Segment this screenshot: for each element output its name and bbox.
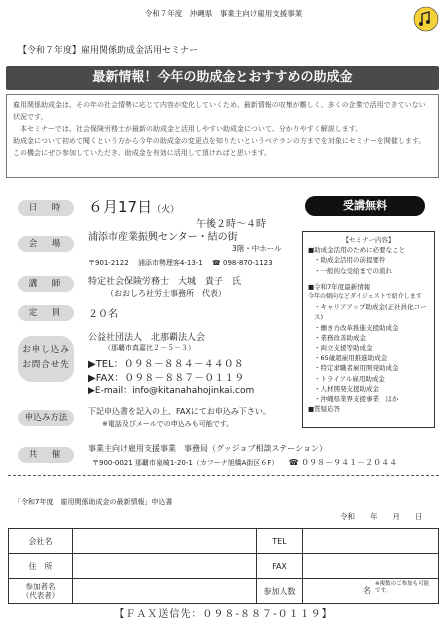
- intro-box: [6, 94, 439, 178]
- date-time: 午後２時～４時: [196, 219, 266, 230]
- co-tel: ☎ ０９８－９４１－２０４４: [288, 458, 398, 467]
- content-item: ・人材開発支援助成金: [314, 384, 379, 393]
- lecturer-name: 特定社会保険労務士 大城 貴子 氏: [88, 277, 242, 287]
- content-item: ・両立支援等助成金: [314, 344, 373, 353]
- form-label-count: 参加人数: [257, 579, 303, 604]
- venue-tel: ☎ 098-870-1123: [212, 259, 273, 267]
- content-item: ・沖縄県業界支援事業 ほか: [314, 395, 399, 404]
- form-row: [9, 579, 439, 604]
- tel-input[interactable]: [303, 529, 439, 554]
- content-title: 【セミナー内容】: [342, 236, 395, 244]
- content-item: ■質疑応答: [308, 405, 341, 414]
- content-item: ・キャリアアップ助成金(正社員化コース): [314, 303, 427, 322]
- content-item: ・一般的な受給までの流れ: [314, 266, 392, 275]
- form-label-participant: 参加者名 （代表者）: [9, 579, 73, 604]
- content-item: ■助成金活用のために必要なこと: [308, 246, 406, 255]
- form-title: 「令和7年度 雇用関係助成金の最新情報」申込書: [14, 498, 173, 506]
- free-badge: 受講無料: [305, 196, 425, 216]
- label-method: 申込み方法: [18, 410, 74, 426]
- label-lecturer: 講 師: [18, 276, 74, 292]
- count-note: ※複数のご参加も可能です。: [375, 581, 430, 594]
- form-row: [9, 529, 439, 554]
- co-address-line: [92, 457, 397, 468]
- form-label-fax: FAX: [257, 554, 303, 579]
- date-main: [88, 196, 179, 217]
- header-text: 令和７年度 沖縄県 事業主向け雇用支援事業: [144, 9, 303, 18]
- venue-zip: 〒901-2122: [88, 259, 129, 267]
- content-item: ■令和7年度最新情報: [308, 282, 371, 291]
- count-input[interactable]: [303, 579, 439, 604]
- form-label-address: 住 所: [9, 554, 73, 579]
- label-date: 日 時: [18, 200, 74, 216]
- label-capacity: 定 員: [18, 305, 74, 321]
- date-value: ６月17日: [88, 198, 153, 216]
- address-input[interactable]: [73, 554, 257, 579]
- form-row: [9, 554, 439, 579]
- form-date: 令和 年 月 日: [340, 512, 423, 521]
- content-item: ・65歳超雇用推進助成金: [314, 354, 388, 363]
- participant-input[interactable]: [73, 579, 257, 604]
- co-line1: 事業主向け雇用支援事業 事務局（グッジョブ相談ステーション）: [88, 444, 327, 453]
- form-label-tel: TEL: [257, 529, 303, 554]
- content-item: ・トライアル雇用助成金: [314, 374, 385, 383]
- form-label-company: 会社名: [9, 529, 73, 554]
- label-apply: [18, 336, 74, 382]
- label-apply-line2: お問合せ先: [22, 360, 70, 370]
- seminar-title: 【令和７年度】雇用関係助成金活用セミナー: [18, 46, 199, 56]
- capacity-value: ２０名: [88, 309, 118, 320]
- venue-floor: 3階・中ホール: [232, 244, 282, 253]
- venue-addr: 浦添市勢理客4-13-1: [137, 259, 203, 267]
- fax-destination: 【ＦＡＸ送信先：０９８-８８７-０１１９】: [114, 609, 333, 620]
- intro-paragraph: 本セミナーでは、社会保険労務士が最新の助成金と活用しやすい助成金について、分かりやすく解説します。: [20, 125, 363, 133]
- co-zip: 〒900-0021: [92, 459, 133, 467]
- application-form: [8, 528, 439, 604]
- content-item: ・特定求職者雇用開発助成金: [314, 364, 399, 373]
- date-dow: （火）: [152, 205, 180, 215]
- logo-icon: [413, 6, 439, 32]
- content-item: ・助成金活用の前提要件: [314, 256, 386, 265]
- co-addr: 那覇市泉崎1-20-1（カフーナ旭橋A街区６F）: [134, 459, 279, 467]
- apply-org: 公益社団法人 北那覇法人会: [88, 333, 206, 343]
- count-unit: 名: [363, 586, 371, 595]
- venue-address-line: [88, 258, 273, 268]
- label-apply-line1: お申し込み: [22, 345, 70, 355]
- apply-addr: （那覇市真嘉比２－５－３）: [104, 344, 195, 352]
- company-input[interactable]: [73, 529, 257, 554]
- seminar-content-box: [302, 231, 435, 428]
- apply-email[interactable]: ▶E-mail：info@kitanahahojinkai.com: [88, 386, 255, 396]
- label-venue: 会 場: [18, 236, 74, 252]
- banner-title: 最新情報！今年の助成金とおすすめの助成金: [6, 66, 439, 90]
- label-co: 共 催: [18, 447, 74, 463]
- intro-paragraph: 雇用関係助成金は、その年の社会情勢に応じて内容が変化していくため、最新情報の収集が難しく、多くの企業で活用できていない状況です。: [13, 101, 426, 121]
- content-item: 今年の傾向などダイジェストで紹介します: [308, 293, 422, 301]
- fax-input[interactable]: [303, 554, 439, 579]
- intro-paragraph: 助成金について初めて聞くという方から今年の助成金の変更点を知りたいというベテランの方までを対象にセミナーを開催します。この機会にぜひ参加していただき、助成金を有効に活用して頂ければと思います。: [13, 137, 426, 157]
- cut-line: [8, 475, 439, 476]
- method-line2: ※電話及びメールでの申込みも可能です。: [102, 420, 234, 428]
- venue-name: 浦添市産業振興センター・結の街: [88, 232, 238, 243]
- method-line1: 下記申込書を記入の上、FAXにてお申込み下さい。: [88, 407, 271, 416]
- lecturer-org: （おおしろ社労士事務所 代表）: [106, 289, 226, 298]
- apply-tel: ▶TEL：０９８－８８４－４４０８: [88, 359, 244, 370]
- apply-fax: ▶FAX：０９８－８８７－０１１９: [88, 373, 245, 384]
- content-item: ・働き方改革推進支援助成金: [314, 323, 399, 332]
- content-item: ・業務改善助成金: [314, 333, 366, 342]
